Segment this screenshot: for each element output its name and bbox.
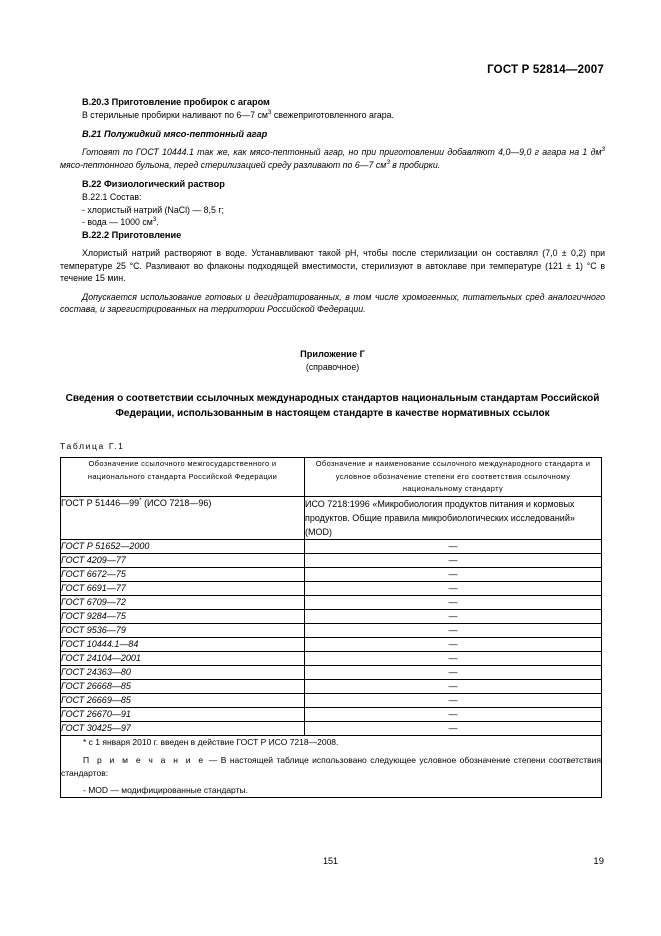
column-header-international-standard: Обозначение и наименование ссылочного международного стандарта и условное обозначение степени его соответствия ссылочному национальному стандарту bbox=[305, 458, 602, 497]
table-row bbox=[61, 638, 602, 652]
paragraph-b21 bbox=[60, 146, 605, 171]
table-row bbox=[61, 666, 602, 680]
cell-standard-designation: ГОСТ 26669—85 bbox=[61, 694, 305, 708]
reference-standards-table bbox=[60, 457, 602, 798]
appendix-heading-block bbox=[60, 348, 605, 373]
cell-standard-designation: ГОСТ 6709—72 bbox=[61, 596, 305, 610]
b21-line2: мясо-пептонного бульона, перед стерилизацией среду разливают по 6—7 см bbox=[60, 159, 387, 170]
heading-b20-3: В.20.3 Приготовление пробирок с агаром bbox=[82, 97, 270, 107]
paragraph-b22-note: Допускается использование готовых и дегидратированных, в том числе хромогенных, питательных сред аналогичного состава, и зарегистрированных на территории Российской Федерации. bbox=[60, 291, 605, 315]
note-label: П р и м е ч а н и е bbox=[83, 755, 206, 766]
cell-international-standard: — bbox=[305, 596, 602, 610]
table-row bbox=[61, 694, 602, 708]
cell-international-standard: — bbox=[305, 708, 602, 722]
paragraph-b20-3 bbox=[82, 109, 605, 121]
cell-international-standard: — bbox=[305, 680, 602, 694]
cell-standard-designation: ГОСТ 24104—2001 bbox=[61, 652, 305, 666]
cell-international-standard: — bbox=[305, 722, 602, 736]
page-number-right: 19 bbox=[593, 856, 604, 867]
table-row bbox=[61, 624, 602, 638]
note-text bbox=[61, 754, 601, 780]
heading-b22: В.22 Физиологический раствор bbox=[82, 179, 225, 190]
column-header-national-standard: Обозначение ссылочного межгосударственного и национального стандарта Российской Федерации bbox=[61, 458, 305, 497]
table-body-rows bbox=[61, 540, 602, 736]
paragraph-b22-2-preparation: Хлористый натрий растворяют в воде. Устанавливают такой рН, чтобы после стерилизации он составлял (7,0 ± 0,2) при температуре 25 °С. Разливают во флаконы подходящей вместимости, стерилизуют в автоклаве при температуре (121 ± 1) °С в течение 15 мин. bbox=[60, 248, 605, 284]
table-row bbox=[61, 680, 602, 694]
cell-international-standard: — bbox=[305, 568, 602, 582]
cell-standard-designation: ГОСТ 4209—77 bbox=[61, 554, 305, 568]
cell-standard-designation: ГОСТ 10444.1—84 bbox=[61, 638, 305, 652]
cell-standard-designation: ГОСТ 26668—85 bbox=[61, 680, 305, 694]
table-row bbox=[61, 596, 602, 610]
table-row bbox=[61, 568, 602, 582]
cell-international-standard: — bbox=[305, 610, 602, 624]
b20-3-text-suffix: свежеприготовленного агара. bbox=[271, 110, 394, 120]
label-b22-1-composition: В.22.1 Состав: bbox=[82, 192, 142, 203]
table-footer-cell bbox=[61, 736, 602, 797]
cell-standard-designation: ГОСТ 9284—75 bbox=[61, 610, 305, 624]
water-text-prefix: - вода — 1000 см bbox=[82, 216, 153, 227]
table-body bbox=[61, 496, 602, 540]
heading-b21: В.21 Полужидкий мясо-пептонный агар bbox=[82, 129, 268, 140]
body-content bbox=[60, 96, 605, 316]
footnote-marker-asterisk: * bbox=[139, 496, 142, 504]
cell-standard-designation: ГОСТ 6672—75 bbox=[61, 568, 305, 582]
table-row bbox=[61, 708, 602, 722]
composition-item-sodium-chloride: - хлористый натрий (NaCl) — 8,5 г; bbox=[82, 204, 224, 215]
appendix-subtitle: (справочное) bbox=[305, 361, 360, 372]
appendix-description: Сведения о соответствии ссылочных международных стандартов национальным стандартам Российской Федерации, использованным в настоящем стандарте в качестве нормативных ссылок bbox=[65, 393, 600, 419]
water-superscript: 3 bbox=[152, 215, 157, 223]
cell-international-standard: — bbox=[305, 540, 602, 554]
water-text-suffix: . bbox=[156, 216, 159, 227]
cell-international-standard: — bbox=[305, 666, 602, 680]
note-body: — В настоящей таблице использовано следующее условное обозначение степени соответствия стандартов: bbox=[61, 755, 601, 778]
table-header bbox=[61, 458, 602, 497]
table-row bbox=[61, 554, 602, 568]
table-row bbox=[61, 722, 602, 736]
table-row bbox=[61, 652, 602, 666]
cell-standard-designation bbox=[61, 496, 305, 540]
appendix-title: Приложение Г bbox=[300, 349, 365, 359]
cell-international-standard: — bbox=[305, 694, 602, 708]
cell-international-standard: — bbox=[305, 554, 602, 568]
cell-standard-designation: ГОСТ 30425—97 bbox=[61, 722, 305, 736]
cell-standard-designation: ГОСТ 6691—77 bbox=[61, 582, 305, 596]
cell-standard-designation: ГОСТ 9536—79 bbox=[61, 624, 305, 638]
cell-standard-designation: ГОСТ Р 51652—2000 bbox=[61, 540, 305, 554]
b20-3-superscript: 3 bbox=[267, 109, 272, 117]
cell-international-standard: — bbox=[305, 624, 602, 638]
first-row-left-prefix: ГОСТ Р 51446—99 bbox=[61, 497, 140, 508]
b21-superscript-1: 3 bbox=[601, 146, 605, 154]
b20-3-text-prefix: В стерильные пробирки наливают по 6—7 см bbox=[82, 110, 268, 120]
heading-b22-2-preparation: В.22.2 Приготовление bbox=[82, 230, 182, 240]
cell-international-standard: — bbox=[305, 652, 602, 666]
table-caption: Таблица Г.1 bbox=[60, 441, 125, 451]
table-row bbox=[61, 540, 602, 554]
standard-id-header: ГОСТ Р 52814—2007 bbox=[487, 64, 604, 76]
page-number-center: 151 bbox=[322, 856, 339, 866]
footnote-text: * с 1 января 2010 г. введен в действие ГОСТ Р ИСО 7218—2008. bbox=[83, 737, 339, 748]
b21-superscript-2: 3 bbox=[386, 158, 390, 166]
cell-international-standard: — bbox=[305, 582, 602, 596]
cell-standard-designation: ГОСТ 24363—80 bbox=[61, 666, 305, 680]
table-footer bbox=[61, 736, 602, 797]
cell-international-standard: — bbox=[305, 638, 602, 652]
cell-international-standard: ИСО 7218:1996 «Микробиология продуктов питания и кормовых продуктов. Общие правила микробиологических исследований» (MOD) bbox=[305, 496, 602, 540]
table-row bbox=[61, 610, 602, 624]
table-footer-row bbox=[61, 736, 602, 797]
b21-line3: в пробирки. bbox=[389, 159, 441, 170]
b21-line1: Готовят по ГОСТ 10444.1 так же, как мясо-пептонный агар, но при приготовлении добавляют 4,0—9,0 г агара на 1 дм bbox=[82, 147, 602, 158]
composition-item-water bbox=[82, 216, 605, 228]
mod-definition: - MOD — модифицированные стандарты. bbox=[83, 784, 248, 795]
table-row bbox=[61, 582, 602, 596]
table-row bbox=[61, 496, 602, 540]
cell-standard-designation: ГОСТ 26670—91 bbox=[61, 708, 305, 722]
table-header-row bbox=[61, 458, 602, 497]
first-row-left-suffix: (ИСО 7218—96) bbox=[141, 497, 212, 508]
